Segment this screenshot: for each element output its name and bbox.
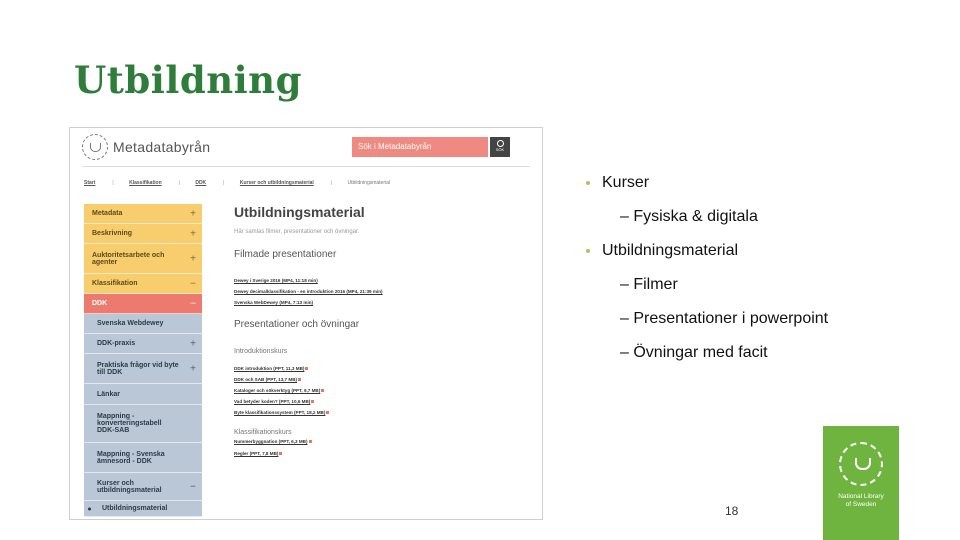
file-icon: [279, 452, 282, 455]
search-button-label: SÖK: [495, 147, 505, 152]
sidebar-item-mappning-amnesord[interactable]: Mappning - Svenska ämnesord - DDK: [84, 443, 202, 473]
sidebar-item-utbildningsmaterial[interactable]: Utbildningsmaterial: [84, 501, 202, 517]
search-button[interactable]: [490, 137, 510, 157]
sidebar-item-beskrivning[interactable]: Beskrivning +: [84, 224, 202, 244]
presentation-link[interactable]: Byte klassifikationssystem (PPT, 18,2 MB): [234, 410, 534, 415]
main-content: [234, 204, 534, 456]
page-number: 18: [725, 504, 739, 518]
sidebar-item-metadata[interactable]: Metadata +: [84, 204, 202, 224]
expand-icon[interactable]: +: [190, 228, 196, 239]
subbullet-filmer: – Filmer: [620, 276, 678, 293]
file-icon: [311, 400, 314, 403]
presentation-link[interactable]: Vad betyder koden? (PPT, 10,6 MB): [234, 399, 534, 404]
expand-icon[interactable]: +: [190, 253, 196, 264]
film-link[interactable]: Dewey i Sverige 2016 (MP4, 11:18 min): [234, 278, 318, 283]
subbullet-fysiska: – Fysiska & digitala: [620, 208, 758, 225]
subheading-introduktionskurs: Introduktionskurs: [234, 348, 288, 355]
breadcrumb-klassifikation[interactable]: Klassifikation: [129, 180, 162, 186]
film-link[interactable]: Dewey decimalklassifikation - en introduktion 2016 (MP4, 21:39 min): [234, 289, 383, 294]
presentation-link[interactable]: DDK och SAB (PPT, 13,7 MB): [234, 377, 534, 382]
sidebar-item-klassifikation[interactable]: Klassifikation −: [84, 274, 202, 294]
subbullet-ovningar: – Övningar med facit: [620, 344, 768, 361]
sidebar-item-praktiska-fragor[interactable]: Praktiska frågor vid byte till DDK +: [84, 354, 202, 384]
presentation-link[interactable]: Regler (PPT, 7,8 MB): [234, 451, 534, 456]
file-icon: [305, 367, 308, 370]
presentation-link[interactable]: Nummerbyggnation (PPT, 6,3 MB): [234, 439, 534, 444]
sidebar-item-auktoritetsarbete[interactable]: Auktoritetsarbete och agenter +: [84, 244, 202, 274]
file-icon: [309, 440, 312, 443]
expand-icon[interactable]: +: [190, 208, 196, 219]
expand-icon[interactable]: +: [190, 363, 196, 374]
search-input[interactable]: Sök i Metadatabyrån: [352, 137, 488, 157]
collapse-icon[interactable]: −: [190, 481, 196, 492]
crown-icon: [839, 442, 883, 486]
breadcrumb: Start | Klassifikation | DDK | Kurser och utbildningsmaterial | Utbildningsmaterial: [84, 180, 391, 186]
content-intro: Här samlas filmer, presentationer och övningar.: [234, 229, 360, 235]
bullet-kurser: Kurser: [602, 174, 649, 192]
search-icon: [497, 140, 504, 147]
kb-crown-logo-icon: [82, 134, 108, 160]
sidebar-item-mappning-sab[interactable]: Mappning - konverteringstabell DDK-SAB: [84, 405, 202, 443]
collapse-icon[interactable]: −: [190, 278, 196, 289]
film-link[interactable]: Svenska WebDewey (MP4, 7:13 min): [234, 300, 314, 305]
presentation-link[interactable]: Kataloger och sökverktyg (PPT, 9,7 MB): [234, 388, 534, 393]
logo-text: National Library of Sweden: [838, 493, 884, 508]
file-icon: [298, 378, 301, 381]
national-library-logo: [823, 426, 899, 540]
bullet-utbildningsmaterial: Utbildningsmaterial: [602, 242, 738, 260]
content-heading: Utbildningsmaterial: [234, 204, 365, 220]
breadcrumb-kurser[interactable]: Kurser och utbildningsmaterial: [239, 180, 314, 186]
sidebar-item-lankar[interactable]: Länkar: [84, 384, 202, 405]
sidebar-nav: [84, 204, 202, 517]
subheading-klassifikationskurs: Klassifikationskurs: [234, 429, 292, 436]
site-header: [70, 128, 542, 170]
file-icon: [321, 389, 324, 392]
file-icon: [326, 411, 329, 414]
site-name: Metadatabyrån: [113, 139, 211, 155]
collapse-icon[interactable]: −: [190, 298, 196, 309]
presentation-link[interactable]: DDK introduktion (PPT, 11,3 MB): [234, 366, 534, 371]
sidebar-item-kurser[interactable]: Kurser och utbildningsmaterial −: [84, 473, 202, 501]
slide-title: Utbildning: [74, 58, 302, 102]
expand-icon[interactable]: +: [190, 338, 196, 349]
header-divider: [82, 166, 530, 167]
section-heading-films: Filmade presentationer: [234, 249, 337, 260]
sidebar-item-ddk[interactable]: DDK −: [84, 294, 202, 314]
sidebar-item-ddk-praxis[interactable]: DDK-praxis +: [84, 334, 202, 354]
current-page-bullet-icon: [88, 507, 91, 510]
subbullet-presentationer: – Presentationer i powerpoint: [620, 310, 829, 327]
breadcrumb-ddk[interactable]: DDK: [195, 180, 207, 186]
breadcrumb-current: Utbildningsmaterial: [347, 180, 391, 186]
sidebar-item-svenska-webdewey[interactable]: Svenska Webdewey: [84, 314, 202, 334]
bullet-icon: [586, 249, 590, 253]
section-heading-presentations: Presentationer och övningar: [234, 319, 360, 330]
bullet-icon: [586, 181, 590, 185]
breadcrumb-start[interactable]: Start: [84, 180, 96, 186]
website-screenshot: [69, 127, 543, 520]
